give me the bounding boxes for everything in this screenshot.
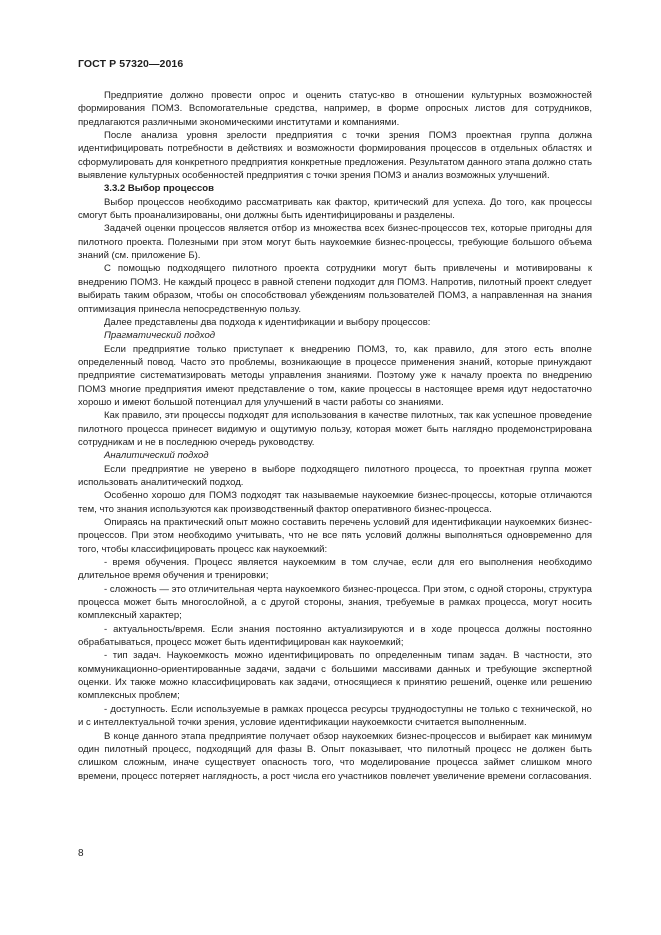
list-item: - доступность. Если используемые в рамках процесса ресурсы труднодоступны не только с технической, но и с интеллектуальной точки зрения, условие идентификации наукоемкости считается выполненным. [78, 703, 592, 729]
paragraph: Как правило, эти процессы подходят для использования в качестве пилотных, так как успешное проведение пилотного процесса принесет видимую и ощутимую пользу, которая может быть наглядно продемонстрирована сотрудникам и не в последнюю очередь руководству. [78, 410, 592, 448]
list-item: - тип задач. Наукоемкость можно идентифицировать по определенным типам задач. В частности, это коммуникационно-ориентированные задачи, задачи с большими массивами данных и требующие экспертной оценки. Их также можно классифицировать как задачи, относящиеся к принятию решений, оценке или решению комплексных проблем; [78, 650, 592, 702]
body-text [78, 89, 592, 783]
paragraph: Задачей оценки процессов является отбор из множества всех бизнес-процессов тех, которые пригодны для пилотного проекта. Полезными при этом могут быть наукоемкие бизнес-процессы, требующие большого объема знаний (см. приложение Б). [78, 223, 592, 262]
paragraph: После анализа уровня зрелости предприятия с точки зрения ПОМЗ проектная группа должна идентифицировать потребности в действиях и возможности формирования процессов в отдельных областях и сформулировать для конкретного предприятия конкретные предложения. Результатом данного этапа должно стать выявление культурных особенностей предприятия с точки зрения ПОМЗ и анализ возможных улучшений. [78, 130, 592, 182]
paragraph: Опираясь на практический опыт можно составить перечень условий для идентификации наукоемких бизнес-процессов. При этом необходимо учитывать, что не все пять условий должны выполняться одновременно для того, чтобы классифицировать процесс как наукоемкий: [78, 517, 592, 555]
list-item: - время обучения. Процесс является наукоемким в том случае, если для его выполнения необходимо длительное время обучения и тренировки; [78, 557, 592, 582]
section-heading: 3.3.2 Выбор процессов [104, 183, 214, 195]
paragraph: Далее представлены два подхода к идентификации и выбору процессов: [104, 316, 431, 328]
paragraph: Предприятие должно провести опрос и оценить статус-кво в отношении культурных возможностей формирования ПОМЗ. Вспомогательные средства, например, в форме опросных листов для сотрудников, предлагаются различными экономическими институтами и компаниями. [78, 90, 592, 128]
paragraph: Особенно хорошо для ПОМЗ подходят так называемые наукоемкие бизнес-процессы, которые отличаются тем, что знания используются как производственный фактор оперативного бизнес-процесса. [78, 490, 592, 515]
subheading-analytic: Аналитический подход [104, 450, 209, 462]
paragraph: С помощью подходящего пилотного проекта сотрудники могут быть привлечены и мотивированы к внедрению ПОМЗ. Не каждый процесс в равной степени подходит для ПОМЗ. Напротив, пилотный проект следует выбирать таким образом, чтобы он способствовал убеждениям пользователей ПОМЗ, а направленная на знания оптимизация принесла непосредственную пользу. [78, 263, 592, 315]
list-item: - сложность — это отличительная черта наукоемкого бизнес-процесса. При этом, с одной стороны, структура процесса может быть многослойной, а с другой стороны, знания, требуемые в рамках процесса, могут носить комплексный характер; [78, 583, 592, 622]
paragraph: Если предприятие не уверено в выборе подходящего пилотного процесса, то проектная группа может использовать аналитический подход. [78, 463, 592, 488]
subheading-pragmatic: Прагматический подход [104, 330, 216, 342]
page-number: 8 [78, 848, 84, 859]
document-code-header: ГОСТ Р 57320—2016 [78, 58, 184, 70]
list-item: - актуальность/время. Если знания постоянно актуализируются и в ходе процесса должны постоянно обрабатываться, процесс может быть идентифицирован как наукоемкий; [78, 623, 592, 649]
paragraph: Выбор процессов необходимо рассматривать как фактор, критический для успеха. До того, как процессы смогут быть проанализированы, они должны быть идентифицированы и разделены. [78, 196, 592, 222]
paragraph: Если предприятие только приступает к внедрению ПОМЗ, то, как правило, для этого есть вполне определенный повод. Часто это проблемы, возникающие в процессе применения знаний, которые принуждают предприятие систематизировать методы управления знаниями. Поэтому уже к началу проекта по внедрению ПОМЗ многие предприятия имеют представление о том, какие процессы в настоящее время идут недостаточно хорошо и имеют большой потенциал для улучшений в части работы со знаниями. [78, 343, 592, 408]
paragraph: В конце данного этапа предприятие получает обзор наукоемких бизнес-процессов и выбирает как минимум один пилотный процесс, подходящий для фазы В. Опыт показывает, что пилотный процесс не должен быть слишком сложным, иначе существует опасность того, что моделирование процесса займет слишком много времени, процесс потеряет наглядность, а рост числа его участников повлечет увеличение времени согласования. [78, 730, 592, 782]
